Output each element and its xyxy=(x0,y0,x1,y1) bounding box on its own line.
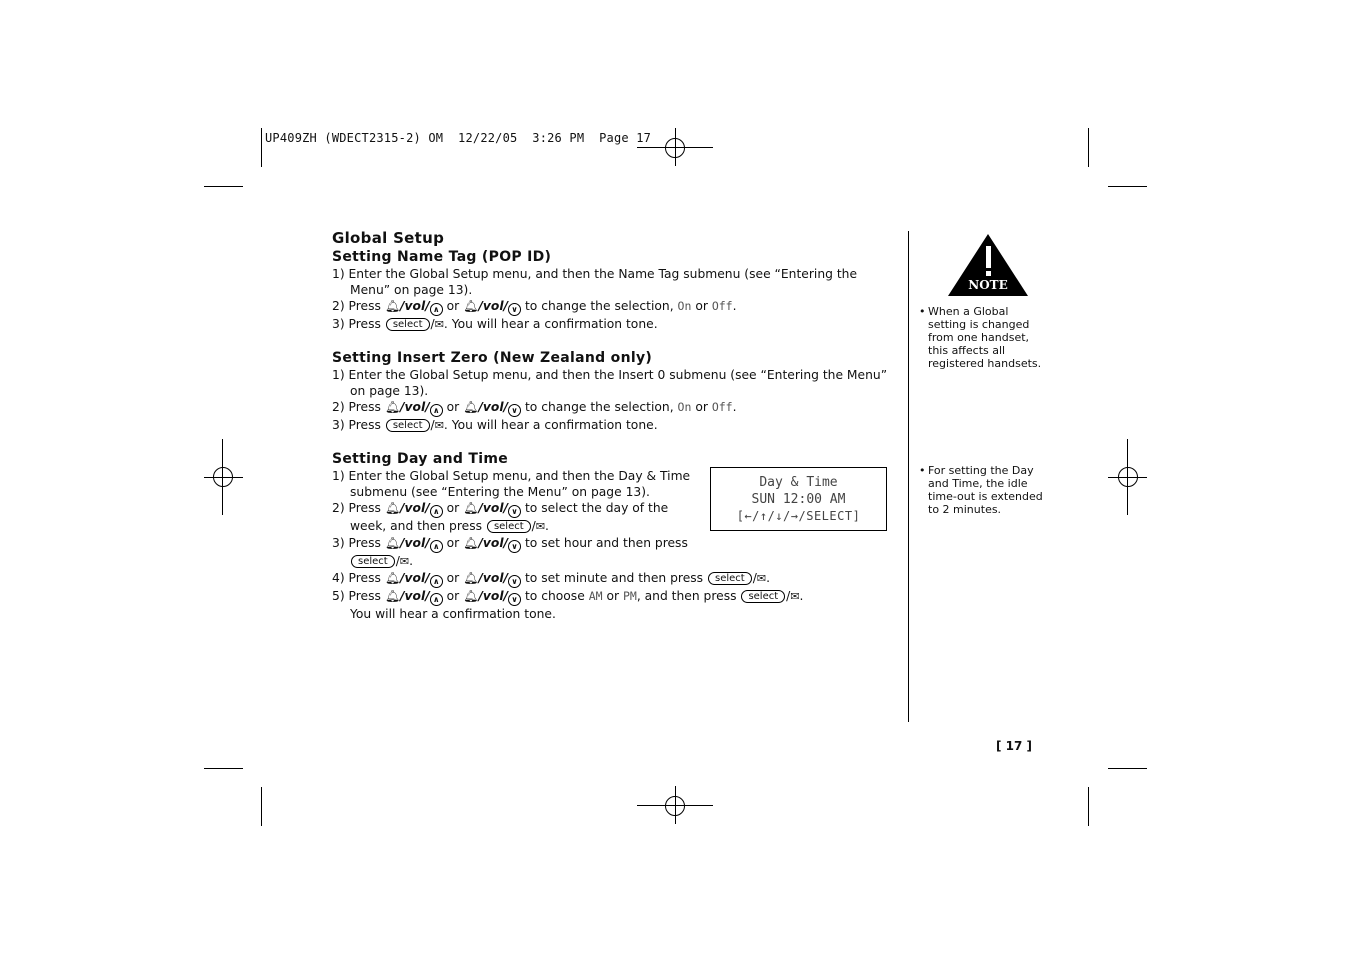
envelope-icon: ✉︎ xyxy=(535,520,546,533)
bell-icon: 🔔︎ xyxy=(384,536,401,550)
envelope-icon: ✉︎ xyxy=(434,318,444,331)
lcd-line-3: [←/↑/↓/→/SELECT] xyxy=(736,509,861,523)
name-tag-heading: Setting Name Tag (POP ID) xyxy=(332,249,552,265)
down-arrow-icon: ∨ xyxy=(508,540,521,553)
envelope-icon: ✉︎ xyxy=(434,419,444,432)
down-arrow-icon: ∨ xyxy=(508,593,521,606)
down-arrow-icon: ∨ xyxy=(508,404,521,417)
select-key-icon: select xyxy=(708,572,752,585)
note-warning-icon xyxy=(946,232,1030,298)
up-arrow-icon: ∧ xyxy=(430,593,443,606)
bell-icon: 🔔︎ xyxy=(384,501,401,515)
crop-mark xyxy=(1088,128,1089,167)
down-arrow-icon: ∨ xyxy=(508,303,521,316)
column-divider xyxy=(908,231,909,722)
crop-mark xyxy=(261,787,262,826)
bell-icon: 🔔︎ xyxy=(463,536,479,550)
select-key-icon: select xyxy=(351,555,395,568)
bell-icon: 🔔︎ xyxy=(463,571,479,585)
lcd-line-2: SUN 12:00 AM xyxy=(751,492,846,507)
up-arrow-icon: ∧ xyxy=(430,540,443,553)
select-key-icon: select xyxy=(386,318,430,331)
bell-icon: 🔔︎ xyxy=(463,400,479,414)
insert-zero-step-1: 1) Enter the Global Setup menu, and then the Insert 0 submenu (see “Entering the Menu” on page 13). xyxy=(332,368,888,398)
day-time-heading: Setting Day and Time xyxy=(332,451,509,467)
lcd-line-1: Day & Time xyxy=(759,475,838,490)
crop-mark xyxy=(1108,768,1147,769)
bullet: • xyxy=(919,464,926,477)
day-time-step-4: 4) Press 🔔︎/vol/ ∧ or 🔔︎/vol/ ∨ to set minute and then press select /✉︎. xyxy=(332,571,770,586)
bell-icon: 🔔︎ xyxy=(463,299,479,313)
side-note-2: • For setting the Day and Time, the idle time-out is extended to 2 minutes. xyxy=(919,464,1043,516)
side-note-1: • When a Global setting is changed from one handset, this affects all registered handsets. xyxy=(919,305,1042,370)
main-content xyxy=(332,230,892,638)
bell-icon: 🔔︎ xyxy=(384,400,401,414)
day-time-step-1: 1) Enter the Global Setup menu, and then the Day & Time submenu (see “Entering the Menu” on page 13). xyxy=(332,469,691,499)
envelope-icon: ✉︎ xyxy=(399,555,410,568)
name-tag-step-2: 2) Press 🔔︎/vol/ ∧ or 🔔︎/vol/ ∨ to change the selection, On or Off. xyxy=(332,299,737,314)
day-time-step-3: 3) Press 🔔︎/vol/ ∧ or 🔔︎/vol/ ∨ to set hour and then press select /✉︎. xyxy=(332,536,688,568)
bell-icon: 🔔︎ xyxy=(384,589,401,603)
select-key-icon: select xyxy=(487,520,531,533)
select-key-icon: select xyxy=(741,590,785,603)
down-arrow-icon: ∨ xyxy=(508,505,521,518)
day-time-step-5: 5) Press 🔔︎/vol/ ∧ or 🔔︎/vol/ ∨ to choose AM or PM, and then press select /✉︎. You will hear a confirmation tone. xyxy=(332,589,804,621)
insert-zero-heading: Setting Insert Zero (New Zealand only) xyxy=(332,350,653,366)
crop-mark xyxy=(204,768,243,769)
insert-zero-section xyxy=(332,349,892,434)
up-arrow-icon: ∧ xyxy=(430,303,443,316)
insert-zero-step-2: 2) Press 🔔︎/vol/ ∧ or 🔔︎/vol/ ∨ to change the selection, On or Off. xyxy=(332,400,737,415)
bell-icon: 🔔︎ xyxy=(463,589,479,603)
bullet: • xyxy=(919,305,926,318)
crop-mark xyxy=(204,186,243,187)
up-arrow-icon: ∧ xyxy=(430,505,443,518)
crop-mark xyxy=(1088,787,1089,826)
section-title: Global Setup xyxy=(332,229,445,247)
crop-mark xyxy=(1108,186,1147,187)
down-arrow-icon: ∨ xyxy=(508,575,521,588)
name-tag-section xyxy=(332,248,892,333)
lcd-display xyxy=(710,467,887,531)
insert-zero-step-3: 3) Press select /✉︎. You will hear a confirmation tone. xyxy=(332,418,658,432)
bell-icon: 🔔︎ xyxy=(384,299,401,313)
day-time-step-2: 2) Press 🔔︎/vol/ ∧ or 🔔︎/vol/ ∨ to select the day of the week, and then press select /✉︎. xyxy=(332,501,669,533)
envelope-icon: ✉︎ xyxy=(756,572,767,585)
crop-mark xyxy=(261,128,262,167)
name-tag-step-1: 1) Enter the Global Setup menu, and then the Name Tag submenu (see “Entering the Menu” on page 13). xyxy=(332,267,858,297)
name-tag-step-3: 3) Press select /✉︎. You will hear a confirmation tone. xyxy=(332,317,658,331)
note-label: NOTE xyxy=(968,278,1008,292)
print-slug: UP409ZH (WDECT2315-2) OM 12/22/05 3:26 PM Page 17 xyxy=(265,131,652,145)
up-arrow-icon: ∧ xyxy=(430,575,443,588)
bell-icon: 🔔︎ xyxy=(384,571,401,585)
bell-icon: 🔔︎ xyxy=(463,501,479,515)
up-arrow-icon: ∧ xyxy=(430,404,443,417)
select-key-icon: select xyxy=(386,419,430,432)
envelope-icon: ✉︎ xyxy=(790,590,800,603)
page-number: [ 17 ] xyxy=(996,739,1033,753)
